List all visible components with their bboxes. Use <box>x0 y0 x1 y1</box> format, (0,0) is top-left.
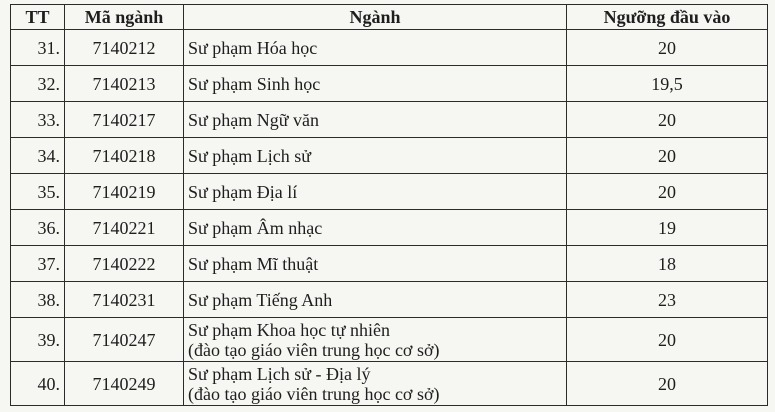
table-row <box>11 138 768 174</box>
row-major-code: 7140212 <box>65 30 184 66</box>
row-major-name <box>184 246 567 282</box>
table-row <box>11 282 768 318</box>
row-threshold: 18 <box>567 246 768 282</box>
row-tt: 33. <box>11 102 65 138</box>
table-row <box>11 66 768 102</box>
major-name-line: Sư phạm Tiếng Anh <box>188 289 333 310</box>
major-name-line: Sư phạm Sinh học <box>188 73 321 94</box>
row-major-name <box>184 362 567 406</box>
row-major-name <box>184 102 567 138</box>
row-major-code: 7140217 <box>65 102 184 138</box>
major-name-line: Sư phạm Địa lí <box>188 181 298 202</box>
row-threshold: 20 <box>567 318 768 362</box>
row-major-name <box>184 210 567 246</box>
row-threshold: 19,5 <box>567 66 768 102</box>
row-threshold: 20 <box>567 362 768 406</box>
header-major: Ngành <box>184 5 567 30</box>
table-row <box>11 362 768 406</box>
header-tt: TT <box>11 5 65 30</box>
major-name-line: Sư phạm Mĩ thuật <box>188 253 319 274</box>
table-row <box>11 210 768 246</box>
table-header-row <box>11 5 768 30</box>
row-major-code: 7140231 <box>65 282 184 318</box>
row-major-name <box>184 30 567 66</box>
row-major-code: 7140249 <box>65 362 184 406</box>
row-major-code: 7140221 <box>65 210 184 246</box>
major-name-line: Sư phạm Ngữ văn <box>188 109 320 130</box>
row-major-name <box>184 282 567 318</box>
table-row <box>11 246 768 282</box>
row-major-name <box>184 174 567 210</box>
row-threshold: 20 <box>567 174 768 210</box>
major-name-line: Sư phạm Lịch sử <box>188 145 312 166</box>
table-row <box>11 174 768 210</box>
header-code: Mã ngành <box>65 5 184 30</box>
row-tt: 40. <box>11 362 65 406</box>
row-tt: 38. <box>11 282 65 318</box>
table-row <box>11 30 768 66</box>
table-row <box>11 318 768 362</box>
admission-threshold-table <box>10 4 768 406</box>
row-major-name <box>184 318 567 362</box>
header-threshold: Ngưỡng đầu vào <box>567 5 768 30</box>
table-row <box>11 102 768 138</box>
row-threshold: 20 <box>567 102 768 138</box>
row-threshold: 19 <box>567 210 768 246</box>
row-tt: 39. <box>11 318 65 362</box>
row-tt: 36. <box>11 210 65 246</box>
major-name-line: Sư phạm Hóa học <box>188 37 318 58</box>
row-major-code: 7140219 <box>65 174 184 210</box>
major-name-line: (đào tạo giáo viên trung học cơ sở) <box>188 383 440 404</box>
row-threshold: 23 <box>567 282 768 318</box>
row-major-code: 7140222 <box>65 246 184 282</box>
row-major-code: 7140247 <box>65 318 184 362</box>
row-tt: 37. <box>11 246 65 282</box>
major-name-line: Sư phạm Âm nhạc <box>188 217 323 238</box>
row-threshold: 20 <box>567 30 768 66</box>
row-tt: 32. <box>11 66 65 102</box>
table-body <box>11 30 768 406</box>
row-major-code: 7140213 <box>65 66 184 102</box>
row-tt: 35. <box>11 174 65 210</box>
row-threshold: 20 <box>567 138 768 174</box>
row-major-name <box>184 138 567 174</box>
major-name-line: (đào tạo giáo viên trung học cơ sở) <box>188 339 440 360</box>
row-tt: 31. <box>11 30 65 66</box>
row-major-code: 7140218 <box>65 138 184 174</box>
major-name-line: Sư phạm Khoa học tự nhiên <box>188 319 390 340</box>
major-name-line: Sư phạm Lịch sử - Địa lý <box>188 363 371 384</box>
row-major-name <box>184 66 567 102</box>
row-tt: 34. <box>11 138 65 174</box>
